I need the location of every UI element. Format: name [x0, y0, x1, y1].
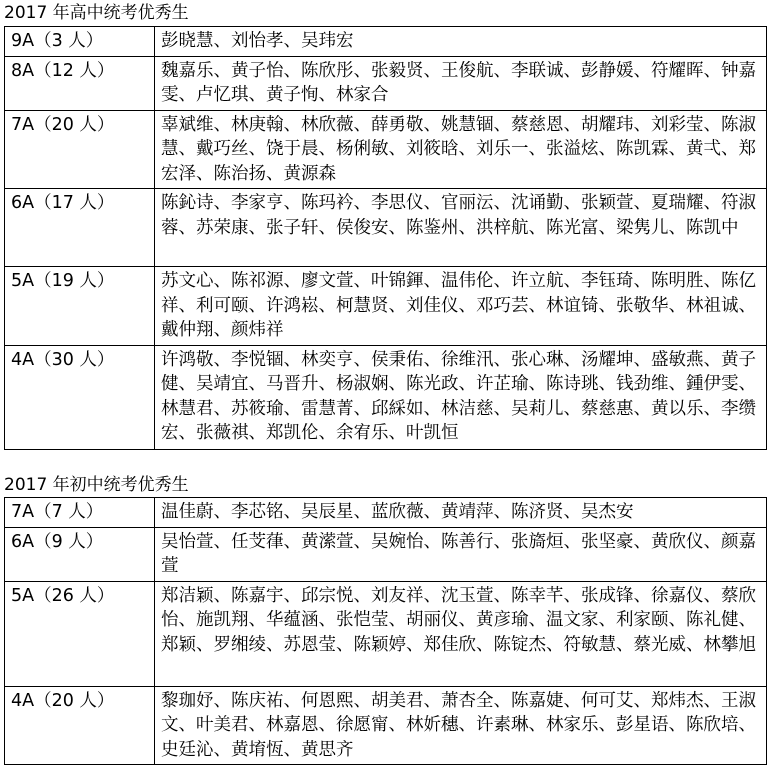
table-row: [5, 267, 767, 346]
student-names: 辜斌维、林庚翰、林欣薇、薛勇敬、姚慧锢、蔡慈恩、胡耀玮、刘彩莹、陈淑慧、戴巧丝、饶于晨、杨俐敏、刘筱晗、刘乐一、张溢炫、陈凯霖、黄弌、郑宏泽、陈治扬、黄源森: [155, 110, 767, 189]
senior-section-title: 2017 年高中统考优秀生: [4, 3, 189, 23]
grade-label: 6A（9 人）: [5, 527, 155, 581]
student-names: 温佳蔚、李芯铭、吴辰星、蓝欣薇、黄靖萍、陈济贤、吴杰安: [155, 498, 767, 528]
grade-label: 5A（19 人）: [5, 267, 155, 346]
grade-label: 4A（20 人）: [5, 686, 155, 765]
table-row: [5, 345, 767, 449]
senior-honor-table: [4, 26, 767, 450]
junior-honor-table: [4, 497, 767, 765]
table-row: [5, 56, 767, 110]
student-names: 黎珈妤、陈庆祐、何恩熙、胡美君、萧杏全、陈嘉婕、何可艾、郑炜杰、王淑文、叶美君、林嘉恩、徐愿甯、林妡穗、许素琳、林家乐、彭星语、陈欣培、史廷沁、黄堉恆、黄思齐: [155, 686, 767, 765]
grade-label: 6A（17 人）: [5, 189, 155, 267]
table-row: [5, 110, 767, 189]
student-names: 魏嘉乐、黄子怡、陈欣彤、张毅贤、王俊航、李联诚、彭静媛、符耀晖、钟嘉雯、卢忆琪、黄子恂、林家合: [155, 56, 767, 110]
student-names: 许鸿敬、李悦锢、林奕亨、侯秉佑、徐维汛、张心琳、汤耀坤、盛敏燕、黄子健、吴靖宜、马晋升、杨淑娴、陈光政、许芷瑜、陈诗珧、钱劲维、鍾伊雯、林慧君、苏筱瑜、雷慧菁、邱綵如、林洁慈、吴莉儿、蔡慈惠、黄以乐、李缵宏、张薇祺、郑凯伦、余宥乐、叶凯恒: [155, 345, 767, 449]
table-row: [5, 686, 767, 765]
table-row: [5, 189, 767, 267]
grade-label: 8A（12 人）: [5, 56, 155, 110]
grade-label: 5A（26 人）: [5, 581, 155, 686]
student-names: 吴怡萱、任芠葎、黄潆萱、吴婉怡、陈善行、张旖烜、张坚豪、黄欣仪、颜嘉萱: [155, 527, 767, 581]
student-names: 彭晓慧、刘怡孝、吴玮宏: [155, 27, 767, 57]
grade-label: 7A（7 人）: [5, 498, 155, 528]
student-names: 陈鈊诗、李家亨、陈玛衿、李思仪、官丽沄、沈诵勤、张颖萱、夏瑞耀、符淑蓉、苏荣康、张子轩、侯俊安、陈鉴州、洪梓航、陈光富、梁隽儿、陈凯中: [155, 189, 767, 267]
table-row: [5, 581, 767, 686]
student-names: 苏文心、陈祁源、廖文萱、叶锦鍕、温伟伦、许立航、李钰琦、陈明胜、陈亿祥、利可颐、许鸿崧、柯慧贤、刘佳仪、邓巧芸、林谊锜、张敬华、林祖诚、戴仲翔、颜炜祥: [155, 267, 767, 346]
junior-section-title: 2017 年初中统考优秀生: [4, 475, 189, 495]
grade-label: 7A（20 人）: [5, 110, 155, 189]
table-row: [5, 527, 767, 581]
student-names: 郑洁颖、陈嘉宇、邱宗悦、刘友祥、沈玉萱、陈幸芊、张成锋、徐嘉仪、蔡欣怡、施凯翔、华蕴涵、张恺莹、胡丽仪、黄彦瑜、温文家、利家颐、陈礼健、郑颖、罗缃绫、苏恩莹、陈颖婷、郑佳欣、陈锭杰、符敏慧、蔡光威、林攀旭: [155, 581, 767, 686]
table-row: [5, 498, 767, 528]
grade-label: 9A（3 人）: [5, 27, 155, 57]
table-row: [5, 27, 767, 57]
grade-label: 4A（30 人）: [5, 345, 155, 449]
